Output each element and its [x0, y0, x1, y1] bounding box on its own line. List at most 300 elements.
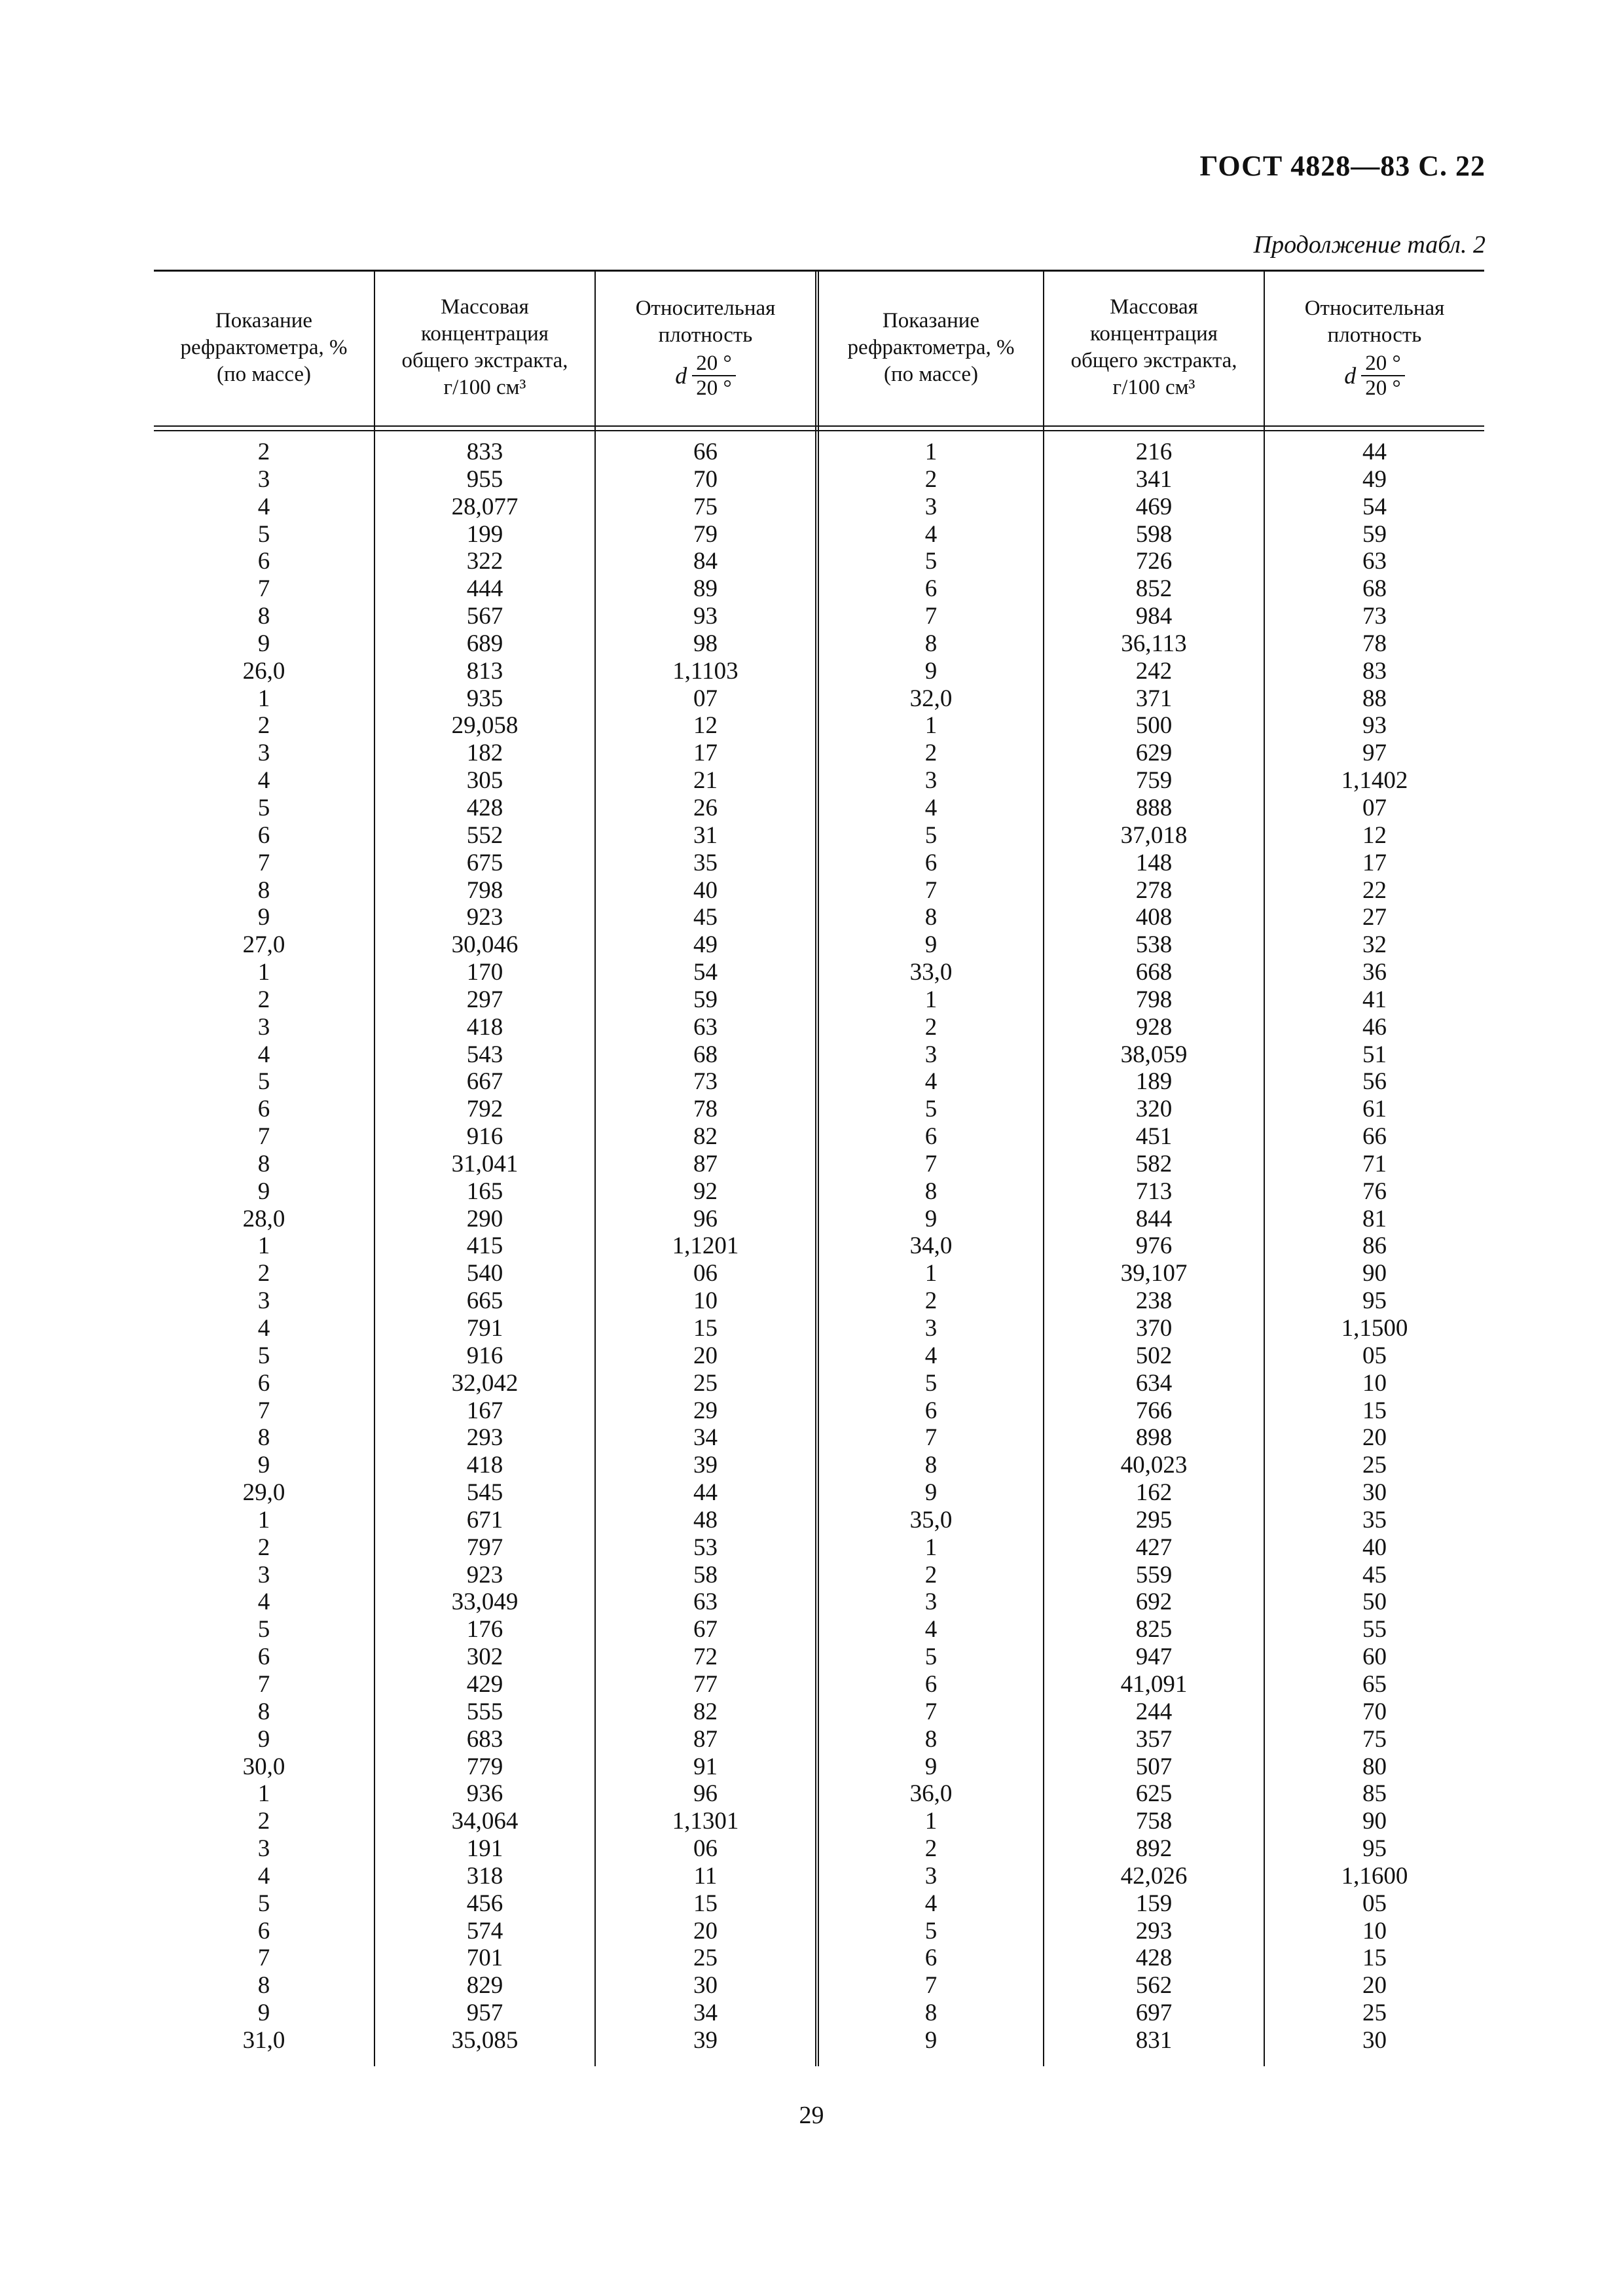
table-cell: 1	[257, 1506, 270, 1534]
table-cell: 162	[1135, 1479, 1173, 1507]
table-cell: 8	[257, 876, 270, 904]
table-cell: 84	[693, 548, 718, 575]
header-separator	[154, 425, 1484, 431]
table-cell: 20	[693, 1917, 718, 1945]
table-cell: 25	[1362, 2000, 1387, 2027]
table-cell: 63	[693, 1588, 718, 1616]
table-cell: 5	[924, 1917, 938, 1945]
column-density-left	[596, 439, 815, 2054]
table-cell: 813	[466, 657, 503, 685]
table-cell: 34,064	[451, 1808, 519, 1835]
table-cell: 199	[466, 520, 503, 548]
table-cell: 148	[1135, 849, 1173, 876]
table-cell: 91	[693, 1753, 718, 1780]
table-cell: 28,077	[451, 493, 519, 520]
table-cell: 07	[1362, 794, 1387, 821]
table-cell: 165	[466, 1177, 503, 1205]
table-cell: 38,059	[1120, 1041, 1188, 1068]
density-fraction: d $\frac{20 ^\circ}{20 ^\circ}$	[675, 351, 735, 400]
table-cell: 39	[693, 1452, 718, 1479]
table-cell: 30	[693, 1972, 718, 2000]
table-cell: 559	[1135, 1561, 1173, 1588]
table-cell: 8	[257, 1972, 270, 2000]
table-cell: 29,0	[242, 1479, 285, 1507]
table-cell: 844	[1135, 1205, 1173, 1232]
column-concentration-left	[375, 439, 594, 2054]
table-cell: 82	[693, 1698, 718, 1725]
table-cell: 341	[1135, 465, 1173, 493]
table-cell: 2	[257, 986, 270, 1013]
table-cell: 55	[1362, 1616, 1387, 1643]
table-cell: 555	[466, 1698, 503, 1725]
table-cell: 25	[693, 1369, 718, 1397]
table-cell: 17	[693, 740, 718, 767]
table-cell: 42,026	[1120, 1862, 1188, 1890]
table-cell: 935	[466, 685, 503, 712]
table-cell: 574	[466, 1917, 503, 1945]
table-cell: 79	[693, 520, 718, 548]
table-cell: 567	[466, 603, 503, 630]
table-cell: 916	[466, 1123, 503, 1151]
table-cell: 87	[693, 1150, 718, 1177]
table-cell: 93	[1362, 712, 1387, 740]
table-cell: 898	[1135, 1424, 1173, 1452]
table-cell: 30,0	[242, 1753, 285, 1780]
table-cell: 1	[924, 1534, 938, 1561]
table-cell: 8	[924, 904, 938, 931]
table-cell: 83	[1362, 657, 1387, 685]
table-cell: 5	[924, 1096, 938, 1123]
table-cell: 456	[466, 1890, 503, 1917]
table-cell: 31,041	[451, 1150, 519, 1177]
table-cell: 32,042	[451, 1369, 519, 1397]
header-refractometer-left: Показание рефрактометра, % (по массе)	[180, 308, 348, 386]
table-cell: 429	[466, 1670, 503, 1698]
table-cell: 11	[693, 1862, 718, 1890]
table-cell: 1	[257, 1780, 270, 1808]
table-cell: 35,085	[451, 2026, 519, 2054]
table-cell: 1,1600	[1341, 1862, 1408, 1890]
table-cell: 2	[924, 1561, 938, 1588]
table-cell: 242	[1135, 657, 1173, 685]
table-cell: 37,018	[1120, 821, 1188, 849]
table-cell: 41	[1362, 986, 1387, 1013]
table-cell: 7	[257, 1945, 270, 1972]
table-cell: 54	[1362, 493, 1387, 520]
table-cell: 290	[466, 1205, 503, 1232]
table-cell: 320	[1135, 1096, 1173, 1123]
header-density-right: Относительная плотность d $\frac{20 ^\circ}{20 ^\circ}$	[1304, 296, 1445, 400]
table-cell: 2	[924, 1835, 938, 1863]
table-cell: 598	[1135, 520, 1173, 548]
table-cell: 4	[257, 493, 270, 520]
table-cell: 7	[257, 575, 270, 603]
table-cell: 6	[257, 548, 270, 575]
data-table	[154, 270, 1484, 2066]
header-concentration-left: Массовая концентрация общего экстракта, г/100 см³	[401, 295, 568, 399]
table-cell: 701	[466, 1945, 503, 1972]
table-cell: 3	[257, 1013, 270, 1041]
table-cell: 451	[1135, 1123, 1173, 1151]
table-cell: 1	[257, 685, 270, 712]
table-cell: 60	[1362, 1643, 1387, 1671]
column-concentration-right	[1044, 439, 1264, 2054]
table-cell: 10	[1362, 1369, 1387, 1397]
table-cell: 7	[924, 1698, 938, 1725]
table-cell: 418	[466, 1013, 503, 1041]
table-cell: 7	[257, 1123, 270, 1151]
table-cell: 5	[257, 794, 270, 821]
table-cell: 70	[693, 465, 718, 493]
table-cell: 17	[1362, 849, 1387, 876]
table-cell: 957	[466, 2000, 503, 2027]
table-cell: 4	[257, 1041, 270, 1068]
table-cell: 976	[1135, 1232, 1173, 1260]
table-cell: 8	[257, 1150, 270, 1177]
table-cell: 4	[924, 1890, 938, 1917]
table-cell: 35	[693, 849, 718, 876]
table-cell: 15	[693, 1315, 718, 1342]
table-cell: 51	[1362, 1041, 1387, 1068]
table-cell: 833	[466, 439, 503, 465]
table-cell: 5	[257, 1342, 270, 1369]
table-cell: 81	[1362, 1205, 1387, 1232]
table-cell: 1,1402	[1341, 767, 1408, 795]
table-cell: 9	[924, 1753, 938, 1780]
table-cell: 726	[1135, 548, 1173, 575]
table-cell: 427	[1135, 1534, 1173, 1561]
table-cell: 44	[693, 1479, 718, 1507]
table-cell: 928	[1135, 1013, 1173, 1041]
table-cell: 3	[257, 1835, 270, 1863]
table-cell: 759	[1135, 767, 1173, 795]
table-cell: 545	[466, 1479, 503, 1507]
table-cell: 8	[924, 1725, 938, 1753]
table-cell: 8	[924, 2000, 938, 2027]
table-cell: 20	[1362, 1972, 1387, 2000]
table-cell: 41,091	[1120, 1670, 1188, 1698]
table-cell: 9	[257, 1725, 270, 1753]
table-cell: 5	[257, 1890, 270, 1917]
table-cell: 6	[924, 1670, 938, 1698]
table-cell: 73	[1362, 603, 1387, 630]
table-cell: 758	[1135, 1808, 1173, 1835]
table-cell: 766	[1135, 1397, 1173, 1424]
table-cell: 892	[1135, 1835, 1173, 1863]
table-cell: 58	[693, 1561, 718, 1588]
table-cell: 5	[924, 548, 938, 575]
table-cell: 05	[1362, 1890, 1387, 1917]
table-cell: 7	[924, 1150, 938, 1177]
table-cell: 2	[924, 1287, 938, 1315]
table-cell: 36	[1362, 959, 1387, 986]
table-cell: 543	[466, 1041, 503, 1068]
table-cell: 63	[693, 1013, 718, 1041]
column-refractometer-right	[819, 439, 1043, 2054]
table-cell: 923	[466, 904, 503, 931]
table-cell: 629	[1135, 740, 1173, 767]
table-cell: 159	[1135, 1890, 1173, 1917]
table-cell: 2	[257, 1534, 270, 1561]
table-cell: 45	[693, 904, 718, 931]
table-cell: 293	[1135, 1917, 1173, 1945]
table-cell: 500	[1135, 712, 1173, 740]
table-cell: 68	[693, 1041, 718, 1068]
table-cell: 469	[1135, 493, 1173, 520]
table-cell: 9	[924, 1205, 938, 1232]
table-cell: 170	[466, 959, 503, 986]
table-cell: 955	[466, 465, 503, 493]
table-cell: 3	[924, 1862, 938, 1890]
table-cell: 322	[466, 548, 503, 575]
table-cell: 90	[1362, 1808, 1387, 1835]
table-cell: 297	[466, 986, 503, 1013]
table-cell: 30	[1362, 1479, 1387, 1507]
table-cell: 34,0	[909, 1232, 953, 1260]
table-cell: 278	[1135, 876, 1173, 904]
table-cell: 1	[924, 1808, 938, 1835]
table-cell: 34	[693, 2000, 718, 2027]
table-cell: 829	[466, 1972, 503, 2000]
table-cell: 95	[1362, 1835, 1387, 1863]
density-fraction: d $\frac{20 ^\circ}{20 ^\circ}$	[1344, 351, 1404, 400]
table-cell: 4	[924, 1068, 938, 1096]
table-cell: 68	[1362, 575, 1387, 603]
table-cell: 562	[1135, 1972, 1173, 2000]
table-cell: 6	[924, 1397, 938, 1424]
table-cell: 6	[257, 1643, 270, 1671]
table-cell: 96	[693, 1205, 718, 1232]
table-cell: 70	[1362, 1698, 1387, 1725]
table-cell: 39,107	[1120, 1260, 1188, 1287]
table-cell: 93	[693, 603, 718, 630]
table-cell: 4	[924, 520, 938, 548]
table-cell: 779	[466, 1753, 503, 1780]
table-cell: 46	[1362, 1013, 1387, 1041]
table-cell: 923	[466, 1561, 503, 1588]
table-cell: 8	[257, 603, 270, 630]
table-cell: 507	[1135, 1753, 1173, 1780]
table-cell: 75	[693, 493, 718, 520]
table-cell: 1,1301	[672, 1808, 739, 1835]
table-cell: 6	[257, 1917, 270, 1945]
table-cell: 56	[1362, 1068, 1387, 1096]
table-cell: 667	[466, 1068, 503, 1096]
table-cell: 72	[693, 1643, 718, 1671]
table-cell: 95	[1362, 1287, 1387, 1315]
table-cell: 32,0	[909, 685, 953, 712]
table-cell: 9	[924, 931, 938, 959]
table-cell: 33,049	[451, 1588, 519, 1616]
table-cell: 50	[1362, 1588, 1387, 1616]
table-cell: 3	[257, 1561, 270, 1588]
table-cell: 1,1201	[672, 1232, 739, 1260]
table-cell: 357	[1135, 1725, 1173, 1753]
table-cell: 5	[257, 1616, 270, 1643]
table-cell: 8	[924, 630, 938, 657]
column-refractometer-left	[154, 439, 374, 2054]
table-cell: 182	[466, 740, 503, 767]
table-cell: 22	[1362, 876, 1387, 904]
table-cell: 8	[257, 1424, 270, 1452]
table-cell: 3	[257, 465, 270, 493]
table-cell: 9	[257, 2000, 270, 2027]
table-cell: 54	[693, 959, 718, 986]
table-cell: 792	[466, 1096, 503, 1123]
table-cell: 4	[924, 794, 938, 821]
table-cell: 9	[924, 657, 938, 685]
table-cell: 167	[466, 1397, 503, 1424]
table-cell: 53	[693, 1534, 718, 1561]
header-refractometer-right: Показание рефрактометра, % (по массе)	[847, 308, 1015, 386]
table-cell: 1	[924, 439, 938, 465]
table-cell: 8	[924, 1177, 938, 1205]
table-cell: 12	[693, 712, 718, 740]
table-cell: 7	[257, 849, 270, 876]
table-cell: 06	[693, 1260, 718, 1287]
table-cell: 305	[466, 767, 503, 795]
table-cell: 76	[1362, 1177, 1387, 1205]
table-cell: 798	[1135, 986, 1173, 1013]
table-cell: 27	[1362, 904, 1387, 931]
table-cell: 2	[257, 712, 270, 740]
table-cell: 35	[1362, 1506, 1387, 1534]
table-cell: 1	[257, 1232, 270, 1260]
table-cell: 45	[1362, 1561, 1387, 1588]
table-cell: 3	[924, 493, 938, 520]
table-cell: 9	[257, 1177, 270, 1205]
table-cell: 7	[924, 876, 938, 904]
table-cell: 7	[257, 1670, 270, 1698]
table-cell: 12	[1362, 821, 1387, 849]
table-cell: 25	[1362, 1452, 1387, 1479]
table-cell: 238	[1135, 1287, 1173, 1315]
table-cell: 15	[693, 1890, 718, 1917]
table-cell: 713	[1135, 1177, 1173, 1205]
table-cell: 7	[924, 1424, 938, 1452]
table-cell: 80	[1362, 1753, 1387, 1780]
table-cell: 4	[257, 1862, 270, 1890]
table-cell: 4	[257, 767, 270, 795]
table-cell: 6	[257, 1096, 270, 1123]
table-cell: 370	[1135, 1315, 1173, 1342]
table-cell: 371	[1135, 685, 1173, 712]
table-cell: 59	[693, 986, 718, 1013]
table-cell: 92	[693, 1177, 718, 1205]
table-cell: 668	[1135, 959, 1173, 986]
table-cell: 692	[1135, 1588, 1173, 1616]
table-cell: 40,023	[1120, 1452, 1188, 1479]
table-cell: 2	[257, 1260, 270, 1287]
table-cell: 86	[1362, 1232, 1387, 1260]
table-cell: 28,0	[242, 1205, 285, 1232]
table-cell: 634	[1135, 1369, 1173, 1397]
table-cell: 408	[1135, 904, 1173, 931]
table-cell: 26	[693, 794, 718, 821]
table-cell: 825	[1135, 1616, 1173, 1643]
table-cell: 244	[1135, 1698, 1173, 1725]
table-cell: 189	[1135, 1068, 1173, 1096]
table-cell: 625	[1135, 1780, 1173, 1808]
table-cell: 3	[924, 767, 938, 795]
table-cell: 25	[693, 1945, 718, 1972]
table-cell: 2	[924, 740, 938, 767]
table-cell: 428	[466, 794, 503, 821]
table-cell: 2	[257, 1808, 270, 1835]
table-cell: 10	[693, 1287, 718, 1315]
table-cell: 665	[466, 1287, 503, 1315]
table-cell: 63	[1362, 548, 1387, 575]
table-cell: 36,113	[1121, 630, 1187, 657]
table-cell: 87	[693, 1725, 718, 1753]
table-cell: 10	[1362, 1917, 1387, 1945]
table-cell: 3	[257, 740, 270, 767]
table-cell: 1,1500	[1341, 1315, 1408, 1342]
table-cell: 67	[693, 1616, 718, 1643]
table-cell: 5	[924, 821, 938, 849]
table-cell: 7	[924, 1972, 938, 2000]
table-cell: 1	[924, 986, 938, 1013]
table-cell: 30	[1362, 2026, 1387, 2054]
table-cell: 82	[693, 1123, 718, 1151]
table-cell: 2	[924, 465, 938, 493]
table-cell: 984	[1135, 603, 1173, 630]
table-cell: 428	[1135, 1945, 1173, 1972]
table-cell: 49	[1362, 465, 1387, 493]
table-cell: 697	[1135, 2000, 1173, 2027]
table-cell: 444	[466, 575, 503, 603]
table-cell: 59	[1362, 520, 1387, 548]
table-cell: 5	[924, 1369, 938, 1397]
table-cell: 97	[1362, 740, 1387, 767]
table-cell: 852	[1135, 575, 1173, 603]
table-cell: 96	[693, 1780, 718, 1808]
table-cell: 71	[1362, 1150, 1387, 1177]
table-cell: 48	[693, 1506, 718, 1534]
table-cell: 1	[257, 959, 270, 986]
table-cell: 49	[693, 931, 718, 959]
table-cell: 77	[693, 1670, 718, 1698]
table-cell: 6	[257, 821, 270, 849]
table-cell: 916	[466, 1342, 503, 1369]
table-cell: 31,0	[242, 2026, 285, 2054]
table-cell: 552	[466, 821, 503, 849]
table-cell: 65	[1362, 1670, 1387, 1698]
table-cell: 7	[257, 1397, 270, 1424]
table-cell: 21	[693, 767, 718, 795]
table-cell: 5	[257, 520, 270, 548]
table-cell: 318	[466, 1862, 503, 1890]
page-number: 29	[799, 2102, 824, 2129]
table-cell: 44	[1362, 439, 1387, 465]
table-cell: 39	[693, 2026, 718, 2054]
table-cell: 40	[693, 876, 718, 904]
column-density-right	[1265, 439, 1484, 2054]
table-cell: 98	[693, 630, 718, 657]
table-cell: 89	[693, 575, 718, 603]
table-cell: 9	[257, 1452, 270, 1479]
document-title: ГОСТ 4828—83 С. 22	[1199, 150, 1486, 182]
table-cell: 538	[1135, 931, 1173, 959]
table-cell: 4	[924, 1342, 938, 1369]
table-cell: 1,1103	[672, 657, 739, 685]
table-cell: 29	[693, 1397, 718, 1424]
table-cell: 32	[1362, 931, 1387, 959]
table-cell: 1	[924, 712, 938, 740]
table-cell: 2	[924, 1013, 938, 1041]
table-cell: 88	[1362, 685, 1387, 712]
header-density-left: Относительная плотность d $\frac{20 ^\circ}{20 ^\circ}$	[635, 296, 776, 400]
